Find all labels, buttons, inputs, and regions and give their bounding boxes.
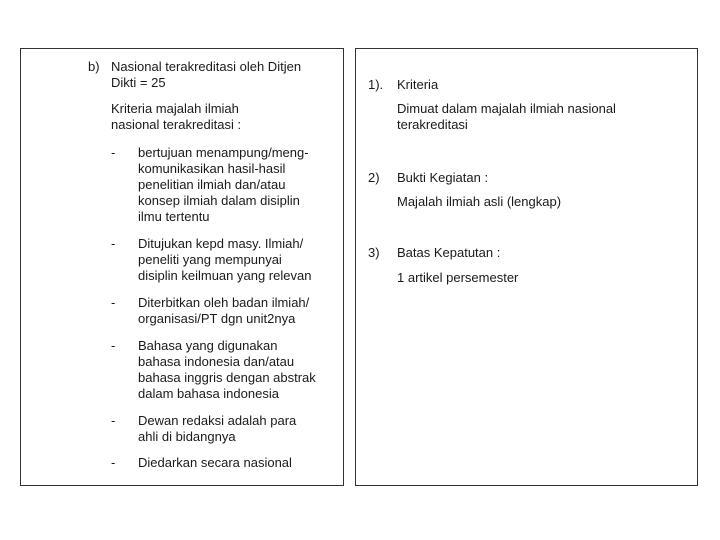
heading-text: Nasional terakreditasi oleh Ditjen Dikti = 25 [111, 59, 302, 90]
heading-marker: b) [88, 59, 100, 74]
bullet-item: bertujuan menampung/meng- komunikasikan hasil-hasil penelitian ilmiah dan/atau konsep ilmiah dalam disiplin ilmu tertentu [138, 145, 309, 224]
bullet-marker: - [111, 295, 116, 310]
bullet-item: Diedarkan secara nasional [138, 455, 292, 470]
item-title: Batas Kepatutan : [397, 245, 501, 260]
item-title: Bukti Kegiatan : [397, 170, 489, 185]
bullet-item: Bahasa yang digunakan bahasa indonesia dan/atau bahasa inggris dengan abstrak dalam bahasa indonesia [138, 338, 316, 401]
bullet-item: Ditujukan kepd masy. Ilmiah/ peneliti yang mempunyai disiplin keilmuan yang relevan [138, 236, 312, 283]
bullet-item: Dewan redaksi adalah para ahli di bidangnya [138, 413, 297, 444]
item-detail: Majalah ilmiah asli (lengkap) [397, 194, 562, 209]
bullet-item: Diterbitkan oleh badan ilmiah/ organisasi/PT dgn unit2nya [138, 295, 310, 326]
bullet-marker: - [111, 455, 116, 470]
bullet-marker: - [111, 145, 116, 160]
item-number: 3) [368, 245, 380, 260]
item-detail: 1 artikel persemester [397, 270, 519, 285]
bullet-marker: - [111, 338, 116, 353]
item-detail: Dimuat dalam majalah ilmiah nasional terakreditasi [397, 101, 616, 132]
bullet-marker: - [111, 236, 116, 251]
item-title: Kriteria [397, 77, 439, 92]
criteria-label: Kriteria majalah ilmiah nasional terakreditasi : [111, 101, 242, 132]
item-number: 2) [368, 170, 380, 185]
item-number: 1). [368, 77, 384, 92]
bullet-marker: - [111, 413, 116, 428]
